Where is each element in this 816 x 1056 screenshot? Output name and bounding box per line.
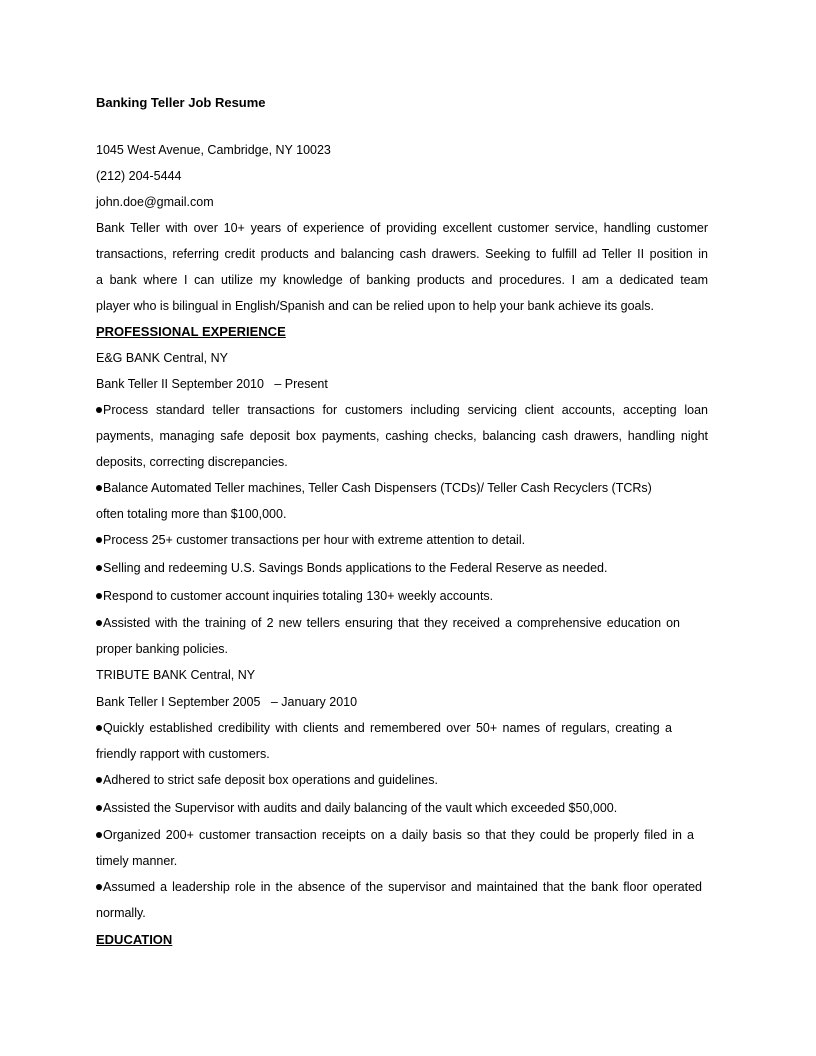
summary-line: Bank Teller with over 10+ years of experience of providing excellent customer service, handling customer [96,221,708,235]
job-bullet: Selling and redeeming U.S. Savings Bonds applications to the Federal Reserve as needed. [96,560,607,576]
address: 1045 West Avenue, Cambridge, NY 10023 [96,143,331,157]
experience-heading: PROFESSIONAL EXPERIENCE [96,324,286,339]
job-bullet: Assisted with the training of 2 new tellers ensuring that they received a comprehensive education on [96,615,680,631]
job-bullet: Organized 200+ customer transaction receipts on a daily basis so that they could be properly filed in a [96,827,694,843]
bullet-icon [96,485,102,491]
job-bullet-continued: proper banking policies. [96,642,229,656]
summary-line: a bank where I can utilize my knowledge of banking products and procedures. I am a dedicated team [96,273,708,287]
job-bullet-continued: payments, managing safe deposit box payments, cashing checks, balancing cash drawers, handling night [96,429,708,443]
job-bullet-continued: timely manner. [96,854,178,868]
email: john.doe@gmail.com [96,195,214,209]
bullet-icon [96,537,102,543]
phone: (212) 204-5444 [96,169,182,183]
bullet-icon [96,565,102,571]
job-bullet: Process standard teller transactions for customers including servicing client accounts, accepting loan [96,402,708,418]
bullet-icon [96,620,102,626]
job-bullet: Balance Automated Teller machines, Teller Cash Dispensers (TCDs)/ Teller Cash Recyclers (TCRs) [96,480,652,496]
job-bullet: Assisted the Supervisor with audits and daily balancing of the vault which exceeded $50,000. [96,800,617,816]
bullet-icon [96,725,102,731]
bullet-icon [96,832,102,838]
job-bullet: Adhered to strict safe deposit box operations and guidelines. [96,772,438,788]
bullet-icon [96,407,102,413]
job-employer: E&G BANK Central, NY [96,351,228,365]
summary-line: transactions, referring credit products and balancing cash drawers. Seeking to fulfill ad Teller II position in [96,247,708,261]
summary-line: player who is bilingual in English/Spanish and can be relied upon to help your bank achieve its goals. [96,299,654,313]
job-role: Bank Teller I September 2005 – January 2010 [96,695,358,709]
job-bullet: Assumed a leadership role in the absence of the supervisor and maintained that the bank floor operated [96,879,702,895]
job-bullet-continued: often totaling more than $100,000. [96,507,287,521]
bullet-icon [96,884,102,890]
job-bullet-continued: friendly rapport with customers. [96,747,270,761]
job-bullet: Process 25+ customer transactions per hour with extreme attention to detail. [96,532,525,548]
document-title: Banking Teller Job Resume [96,95,266,110]
bullet-icon [96,593,102,599]
job-employer: TRIBUTE BANK Central, NY [96,668,256,682]
job-bullet-continued: normally. [96,906,146,920]
job-bullet: Quickly established credibility with clients and remembered over 50+ names of regulars, creating a [96,720,672,736]
bullet-icon [96,777,102,783]
job-bullet-continued: deposits, correcting discrepancies. [96,455,288,469]
bullet-icon [96,805,102,811]
job-bullet: Respond to customer account inquiries totaling 130+ weekly accounts. [96,588,493,604]
job-role: Bank Teller II September 2010 – Present [96,377,328,391]
education-heading: EDUCATION [96,932,173,947]
